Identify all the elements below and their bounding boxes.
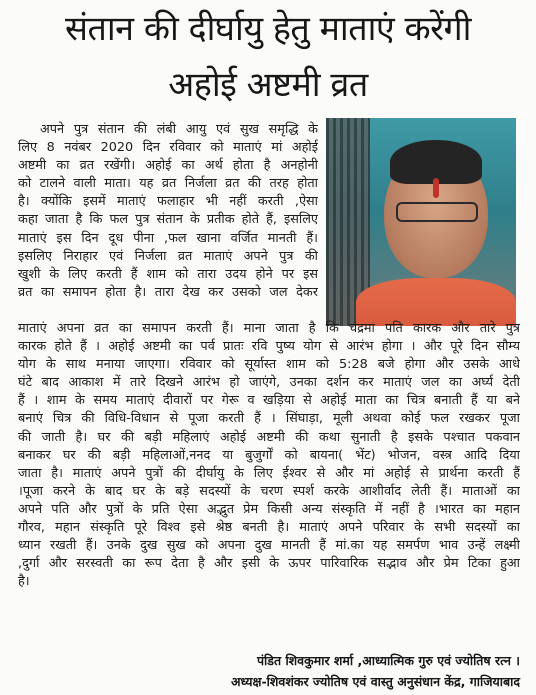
article-line: योग के साथ मनाया जाएगा। रविवार को सूर्यास्त शाम को 5:28 बजे होगा और उसके आधे [18,357,520,373]
article-line: को टालने वाली माता। यह व्रत निर्जला व्रत की तरह होता [18,176,318,192]
article-line: माताएं अपना व्रत का समापन करती हैं। माना जाता है कि चंद्रमा पति कारक और तारे पुत्र [18,321,520,336]
article-line: बनाएं चित्र की विधि-विधान से पूजा करती हैं । सिंघाड़ा, मूली अथवा कोई फल रखकर पूजा [18,411,520,427]
article-line: जाता है। माताएं अपने पुत्रों की दीर्घायु के लिए ईश्वर से और मां अहोई से प्रार्थना करती हैं [18,465,520,481]
article-line: हैं । शाम के समय माताएं दीवारों पर गेरू व खड़िया से अहोई माता का चित्र बनाती हैं या बने [18,393,520,409]
article-line: घंटे बाद आकाश में तारे दिखने आरंभ हो जाएंगे, उनका दर्शन कर माताएं जल का अर्घ्य देती [18,375,520,391]
article-line: माताएं इस दिन दूध पीना ,फल खाना वर्जित मानती हैं। [18,230,318,246]
article-line: है। क्योंकि इसमें माताएं फलाहार भी नहीं करती ,ऐसा [18,194,318,210]
headline-line-1: संतान की दीर्घायु हेतु माताएं करेंगी [64,9,471,49]
article-line: की जाती है। घर की बड़ी महिलाएं अहोई अष्टमी की कथा सुनाती है इसके पश्चात पकवान [18,429,520,445]
article-line: ,दुर्गा और सरस्वती का रूप देता है और इसी के ऊपर पारिवारिक सद्भाव और प्रेम टिका हुआ [18,556,520,572]
article-line: कहा जाता है कि फल पुत्र संतान के प्रतीक होते हैं, इसलिए [18,212,318,228]
article-line: ध्यान रखती हैं। उनके दुख सुख को अपना दुख मानती हैं मां.का यह समर्पण भाव उन्हें लक्ष्मी [18,538,520,554]
author-photo [326,118,516,326]
article-body-column [18,121,318,302]
article-line: अपने पति और पुत्रों के प्रति ऐसा अद्भुत प्रेम किसी अन्य संस्कृति में नहीं है ।भारत का महान [18,501,520,517]
article-line: बनाकर घर की बड़ी महिलाओं,ननद या बुजुर्गों को बायना( भेंट) भोजन, वस्त्र आदि दिया [18,447,520,463]
headline-line-2: अहोई अष्टमी व्रत [168,65,368,105]
author-byline: पंडित शिवकुमार शर्मा ,आध्यात्मिक गुरु एवं ज्योतिष रत्न । [256,653,520,668]
article-line: लिए 8 नवंबर 2020 दिन रविवार को माताएं मां अहोई [18,140,318,156]
photo-glasses [396,202,478,222]
article-line: खुशी के लिए करती हैं शाम को तारा उदय होने पर इस [18,266,318,282]
article-line: इसलिए निराहार एवं निर्जला व्रत माताएं अपने पुत्र की [18,248,318,264]
photo-shirt [356,278,516,326]
article-line: अपने पुत्र संतान की लंबी आयु एवं सुख समृद्धि के [40,122,318,137]
photo-tilak [433,178,439,198]
article-line-last: है। [18,574,30,590]
article-line: अष्टमी का व्रत रखेंगी। अहोई का अर्थ होता है अनहोनी [18,158,318,174]
article-line: ।पूजा करने के बाद घर के बड़े सदस्यों के चरण स्पर्श करके आशीर्वाद लेती हैं। माताओं का [18,483,520,499]
article-line: कारक होते हैं । अहोई अष्टमी का पर्व प्रातः रवि पुष्य योग से आरंभ होगा । और पूरे दिन सौम्य [18,339,520,355]
article-body-wide [18,320,520,591]
article-line: व्रत का समापन होता है। तारा देख कर उसको जल देकर [18,284,318,300]
author-affiliation: अध्यक्ष-शिवशंकर ज्योतिष एवं वास्तु अनुसंधान केंद्र, गाजियाबाद [231,674,520,689]
article-line: गौरव, महान संस्कृति पूरे विश्व इसे श्रेष्ठ बनती है। माताएं अपने परिवार के सभी सदस्यों का [18,520,520,536]
